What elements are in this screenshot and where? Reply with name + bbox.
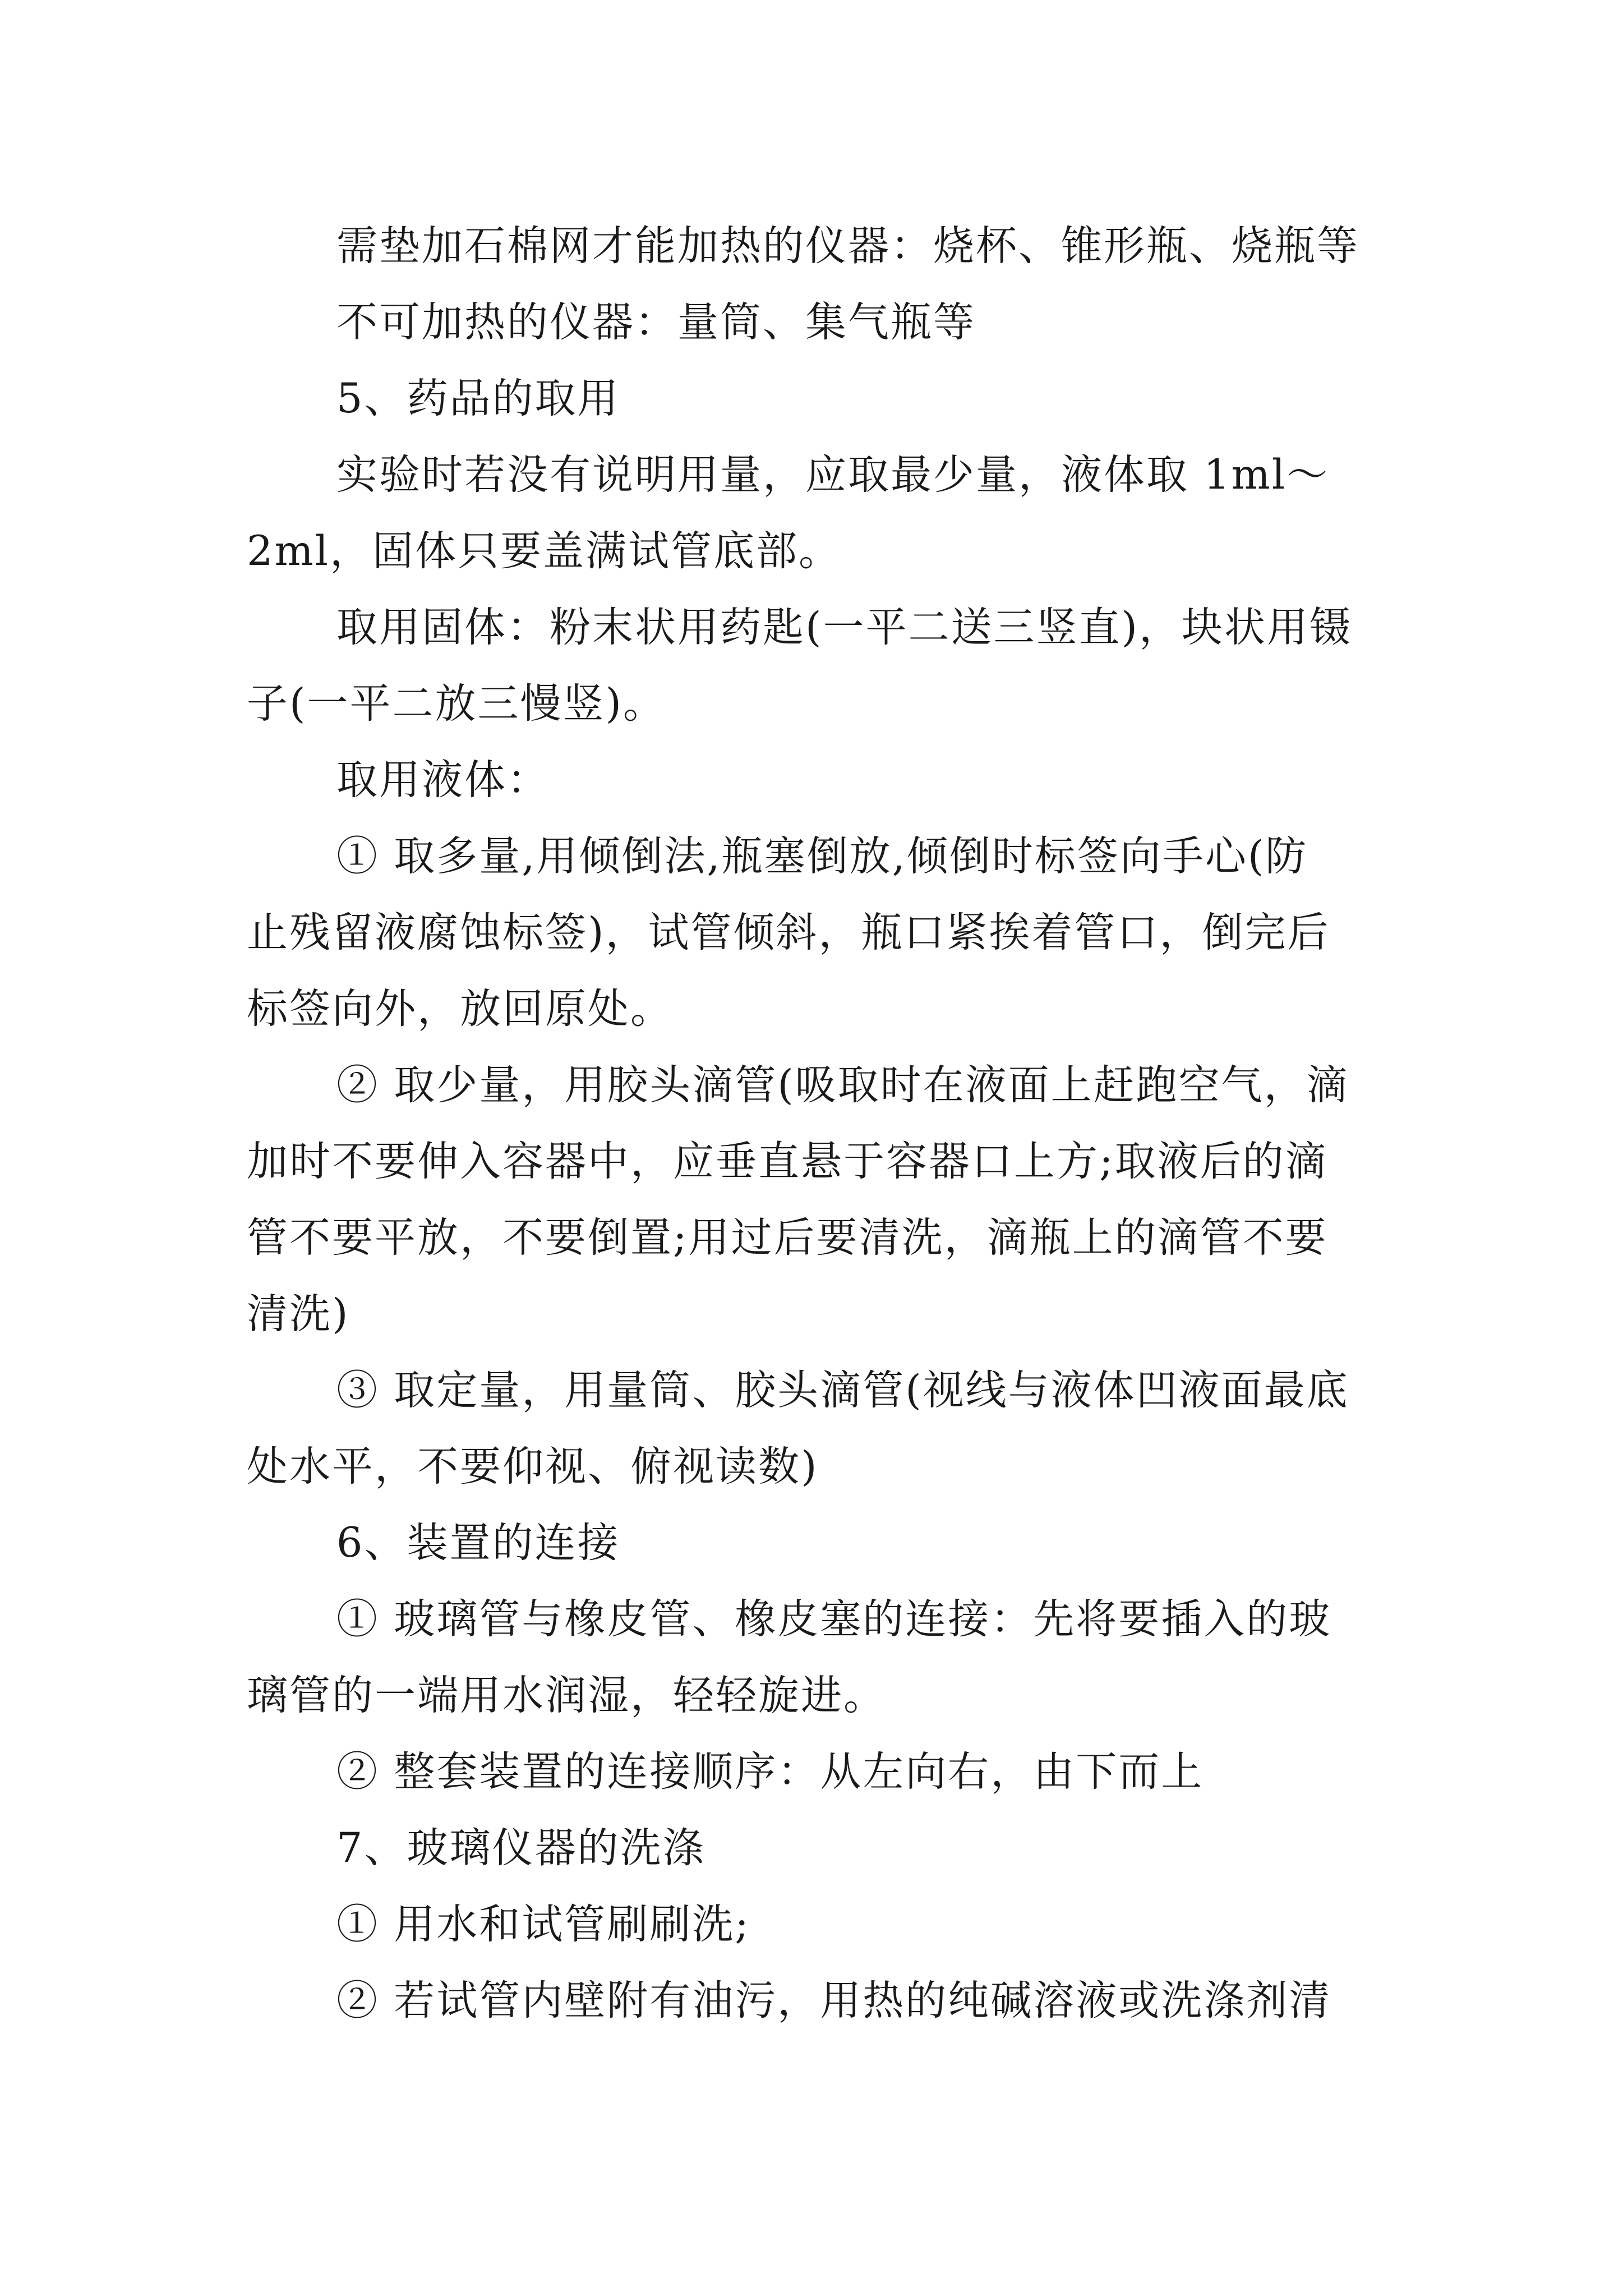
paragraph-line: 实验时若没有说明用量，应取最少量，液体取 1ml～ <box>336 451 1330 499</box>
paragraph-line: ③ 取定量，用量筒、胶头滴管(视线与液体凹液面最底 <box>336 1366 1349 1414</box>
paragraph-line: ① 取多量,用倾倒法,瓶塞倒放,倾倒时标签向手心(防 <box>336 832 1308 880</box>
paragraph-line: 需垫加石棉网才能加热的仪器：烧杯、锥形瓶、烧瓶等 <box>336 222 1359 270</box>
section-heading: 6、装置的连接 <box>336 1519 620 1567</box>
paragraph-line: ② 若试管内壁附有油污，用热的纯碱溶液或洗涤剂清 <box>336 1977 1332 2024</box>
paragraph-line: ② 整套装置的连接顺序：从左向右，由下而上 <box>336 1748 1204 1796</box>
paragraph-line: 取用固体：粉末状用药匙(一平二送三竖直)，块状用镊 <box>336 604 1352 651</box>
paragraph-line: 加时不要伸入容器中，应垂直悬于容器口上方;取液后的滴 <box>247 1138 1328 1185</box>
paragraph-line: 清洗) <box>247 1290 350 1338</box>
section-heading: 5、药品的取用 <box>336 375 620 422</box>
paragraph-line: 子(一平二放三慢竖)。 <box>247 680 666 728</box>
section-heading: 7、玻璃仪器的洗涤 <box>336 1824 706 1872</box>
paragraph-line: 标签向外，放回原处。 <box>247 985 673 1033</box>
paragraph-line: 取用液体： <box>336 756 550 804</box>
paragraph-line: 璃管的一端用水润湿，轻轻旋进。 <box>247 1672 886 1719</box>
paragraph-line: 处水平，不要仰视、俯视读数) <box>247 1443 819 1490</box>
paragraph-line: ① 用水和试管刷刷洗; <box>336 1901 750 1948</box>
paragraph-line: ② 取少量，用胶头滴管(吸取时在液面上赶跑空气，滴 <box>336 1061 1349 1109</box>
paragraph-line: 止残留液腐蚀标签)，试管倾斜，瓶口紧挨着管口，倒完后 <box>247 909 1330 956</box>
paragraph-line: 不可加热的仪器：量筒、集气瓶等 <box>336 298 976 346</box>
paragraph-line: ① 玻璃管与橡皮管、橡皮塞的连接：先将要插入的玻 <box>336 1595 1332 1643</box>
paragraph-line: 2ml，固体只要盖满试管底部。 <box>247 527 842 575</box>
paragraph-line: 管不要平放，不要倒置;用过后要清洗，滴瓶上的滴管不要 <box>247 1214 1328 1262</box>
